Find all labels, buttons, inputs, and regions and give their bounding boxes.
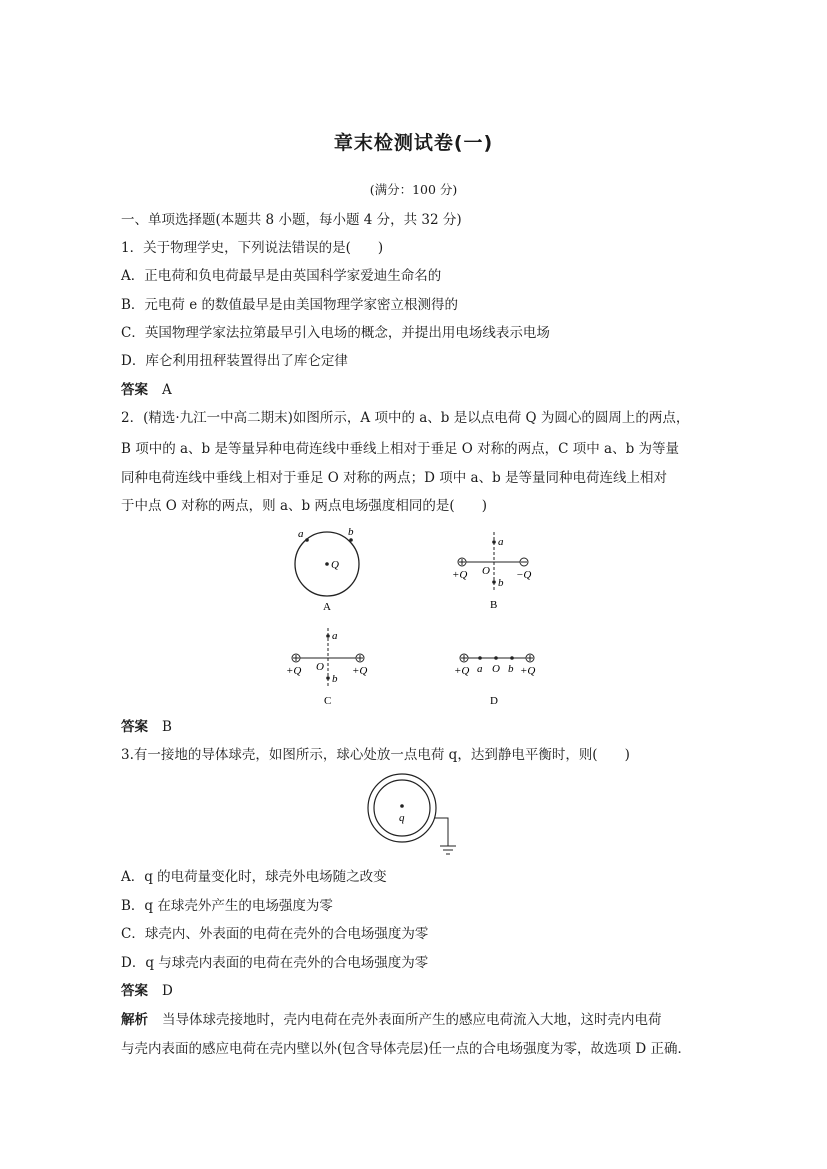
label-b: b: [348, 526, 354, 538]
caption-c: C: [324, 695, 332, 707]
question-3-option-c: C．球壳内、外表面的电荷在壳外的合电场强度为零: [121, 926, 429, 942]
label-plus-q: +Q: [452, 569, 468, 581]
label-q: q: [399, 812, 405, 824]
analysis-text: 当导体球壳接地时，壳内电荷在壳外表面所产生的感应电荷流入大地，这时壳内电荷: [162, 1012, 662, 1028]
diagram-b: [448, 530, 548, 614]
question-1-stem: 1．关于物理学史，下列说法错误的是( ): [121, 240, 384, 256]
diagram-grounded-shell: [366, 772, 466, 858]
point-b: [349, 538, 353, 542]
label-o: O: [316, 661, 324, 673]
diagram-a: [285, 522, 375, 614]
label-b: b: [498, 577, 504, 589]
label-b: b: [332, 673, 338, 685]
diagram-d: [450, 646, 550, 710]
question-1-option-a: A．正电荷和负电荷最早是由英国科学家爱迪生命名的: [121, 268, 442, 284]
label-a: a: [477, 663, 483, 675]
point-a: [492, 540, 496, 544]
answer-label: 答案: [121, 983, 148, 999]
label-o: O: [492, 663, 500, 675]
point-charge: [400, 804, 404, 808]
score-note: (满分：100 分): [369, 182, 458, 197]
caption-a: A: [323, 601, 331, 613]
analysis-label: 解析: [121, 1012, 148, 1028]
section-heading: 一、单项选择题(本题共 8 小题，每小题 4 分，共 32 分): [121, 212, 462, 228]
point-b: [326, 676, 330, 680]
label-o: O: [482, 565, 490, 577]
answer-value: B: [162, 719, 172, 735]
label-plus-q-right: +Q: [352, 665, 368, 677]
caption-d: D: [490, 695, 498, 707]
question-3-option-b: B．q 在球壳外产生的电场强度为零: [121, 898, 333, 914]
label-a: a: [498, 536, 504, 548]
answer-value: D: [162, 983, 173, 999]
question-3-option-a: A．q 的电荷量变化时，球壳外电场随之改变: [121, 869, 387, 885]
point-b: [510, 656, 514, 660]
label-minus-q: −Q: [516, 569, 532, 581]
label-plus-q-left: +Q: [454, 665, 470, 677]
page-title: 章末检测试卷(一): [333, 132, 494, 154]
point-a: [305, 538, 309, 542]
question-3-option-d: D．q 与球壳内表面的电荷在壳外的合电场强度为零: [121, 955, 429, 971]
point-a: [478, 656, 482, 660]
question-1-answer: [121, 381, 172, 399]
label-a: a: [332, 630, 338, 642]
question-2-stem-line-4: 于中点 O 对称的两点，则 a、b 两点电场强度相同的是( ): [121, 498, 487, 514]
question-3-analysis-line-1: [121, 1011, 662, 1029]
answer-label: 答案: [121, 382, 148, 398]
point-b: [492, 580, 496, 584]
question-1-option-d: D．库仑利用扭秤装置得出了库仑定律: [121, 353, 348, 369]
inner-shell: [374, 780, 430, 836]
question-2-stem-line-2: B 项中的 a、b 是等量异种电荷连线中垂线上相对于垂足 O 对称的两点，C 项中 a、b 为等量: [121, 441, 680, 457]
point-o: [494, 656, 498, 660]
label-plus-q-left: +Q: [286, 665, 302, 677]
question-2-stem-line-3: 同种电荷连线中垂线上相对于垂足 O 对称的两点；D 项中 a、b 是等量同种电荷连线上相对: [121, 470, 668, 486]
outer-shell: [368, 774, 436, 842]
label-plus-q-right: +Q: [520, 665, 536, 677]
question-1-option-b: B．元电荷 e 的数值最早是由美国物理学家密立根测得的: [121, 297, 458, 313]
question-3-answer: [121, 982, 173, 1000]
question-3-analysis-line-2: 与壳内表面的感应电荷在壳内壁以外(包含导体壳层)任一点的合电场强度为零，故选项 D 正确．: [121, 1041, 691, 1057]
label-q: Q: [331, 559, 339, 571]
label-a: a: [298, 528, 304, 540]
diagram-c: [282, 626, 382, 710]
answer-label: 答案: [121, 719, 148, 735]
label-b: b: [508, 663, 514, 675]
point-q: [325, 562, 329, 566]
answer-value: A: [162, 382, 172, 398]
question-2-stem-line-1: 2．(精选·九江一中高二期末)如图所示，A 项中的 a、b 是以点电荷 Q 为圆心的圆周上的两点，: [121, 410, 690, 426]
question-2-answer: [121, 718, 172, 736]
question-3-stem: 3.有一接地的导体球壳，如图所示，球心处放一点电荷 q，达到静电平衡时，则( ): [121, 747, 630, 763]
question-1-option-c: C．英国物理学家法拉第最早引入电场的概念，并提出用电场线表示电场: [121, 325, 550, 341]
point-a: [326, 634, 330, 638]
ground-wire: [434, 818, 448, 846]
caption-b: B: [490, 599, 498, 611]
